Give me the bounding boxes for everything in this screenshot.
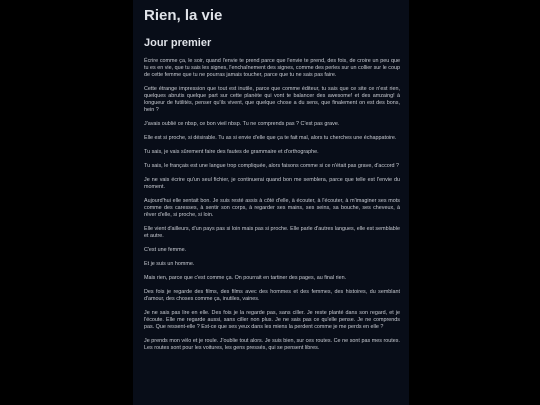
paragraph: Aujourd'hui elle sentait bon. Je suis resté assis à côté d'elle, à écouter, à l'écouter, à m'imaginer ses mots comme des caresses, à sentir son corps, à regarder ses mains, ses seins, sa bouche, ses cheveux, à rêver d'elle, si proche, si loin. — [144, 198, 400, 218]
page-title: Rien, la vie — [144, 7, 223, 24]
paragraph: Tu sais, je vais sûrement faire des fautes de grammaire et d'orthographe. — [144, 149, 319, 155]
paragraph: Mais rien, parce que c'est comme ça. On pourrait en tartiner des pages, au final rien. — [144, 275, 347, 281]
paragraph: Écrire comme ça, le soir, quand l'envie te prend parce que l'envie te prend, des fois, de croire un peu que tu es en vie, que tu sais les signes, l'enchaînement des signes, comme des perles sur un collier sur le coup de cette femme que tu ne pourras jamais toucher, parce que tu ne sais pas faire. — [144, 58, 400, 78]
paragraph: Elle est si proche, si désirable. Tu as si envie d'elle que ça te fait mal, alors tu cherches une échappatoire. — [144, 135, 397, 141]
content-column — [133, 0, 409, 405]
chapter-heading: Jour premier — [144, 37, 212, 49]
paragraph: Tu sais, le français est une langue trop compliquée, alors faisons comme si ce n'était pas grave, d'accord ? — [144, 163, 400, 169]
paragraph: Des fois je regarde des films, des films avec des hommes et des femmes, des histoires, du semblant d'amour, des choses comme ça, inutiles, vaines. — [144, 289, 400, 302]
paragraph: Je prends mon vélo et je roule. J'oublie tout alors. Je suis bien, sur ces routes. Ce ne sont pas mes routes. Les routes sont pour les voitures, les gens pressés, qui se pensent libres. — [144, 338, 400, 351]
paragraph: Et je suis un homme. — [144, 261, 195, 267]
paragraph: Cette étrange impression que tout est inutile, parce que comme éditeur, tu sais que ce site ce n'est rien, quelques abrutis quelque part sur cette planète qui vont te balancer des awesome! et des amzaing! à longueur de futilités, penser qu'ils vivent, que quelque chose a du sens, que finalement on est des bons, hein ? — [144, 86, 400, 113]
paragraph: C'est une femme. — [144, 247, 187, 253]
paragraph: Je ne vais écrire qu'un seul fichier, je continuerai quand bon me semblera, parce que telle est l'envie du moment. — [144, 177, 400, 190]
paragraph: Elle vient d'ailleurs, d'un pays pas si loin mais pas si proche. Elle parle d'autres langues, elle est semblable et autre. — [144, 226, 400, 239]
article — [133, 0, 409, 352]
paragraph: J'avais oublié ce nbsp, ce bon vieil nbsp. Tu ne comprends pas ? C'est pas grave. — [144, 121, 340, 127]
paragraph: Je ne sais pas lire en elle. Des fois je la regarde pas, sans ciller. Je reste planté dans son regard, et je l'écoute. Elle me regarde aussi, sans ciller non plus. Je ne sais pas ce qu'elle pense. Je ne comprends pas. Que ressent-elle ? Est-ce que ses yeux dans les miens la perdent comme je me perds en elle ? — [144, 310, 400, 330]
